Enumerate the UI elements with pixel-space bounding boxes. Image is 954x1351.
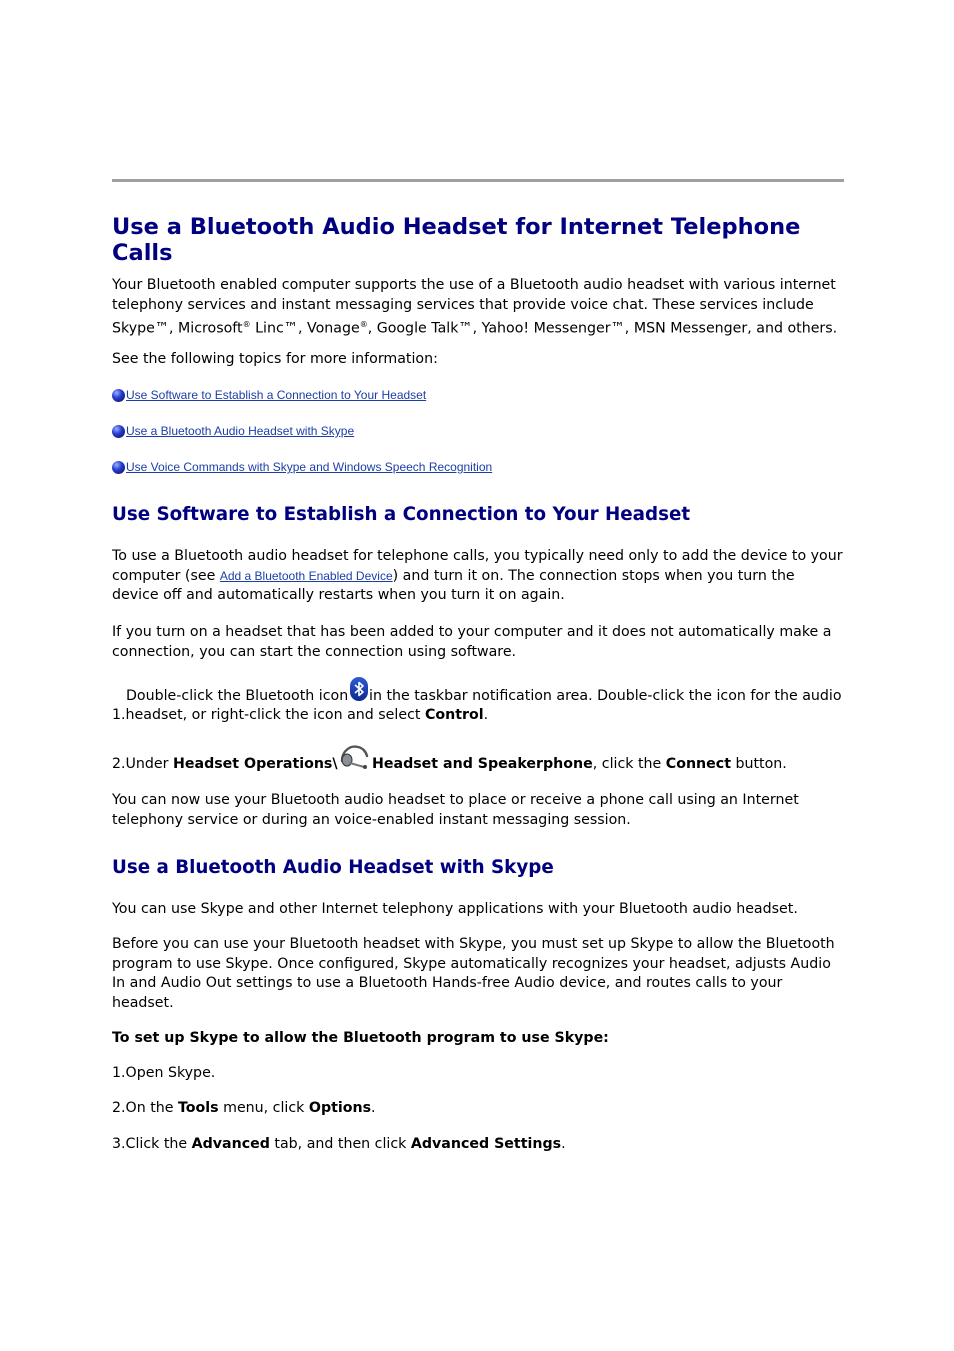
section2-paragraph-1: You can use Skype and other Internet telephony applications with your Bluetooth audio headset.	[112, 901, 798, 917]
toc-item[interactable]	[112, 422, 354, 440]
intro-paragraph	[112, 276, 844, 340]
section2-paragraph-2: Before you can use your Bluetooth headset with Skype, you must set up Skype to allow the Bluetooth program to use Skype. Once configured, Skype automatically recognizes your headset, adjusts Audio In and Audio Out settings to use a Bluetooth Hands-free Audio device, and routes calls to your headset.	[112, 936, 835, 1012]
section1-paragraph-2: If you turn on a headset that has been added to your computer and it does not automatically make a connection, you can start the connection using software.	[112, 624, 832, 660]
toc-link-skype[interactable]: Use a Bluetooth Audio Headset with Skype	[126, 424, 355, 438]
registered-mark: ®	[242, 320, 251, 330]
intro-line: Skype™, Microsoft® Linc™, Vonage®, Google Talk™, Yahoo! Messenger™, MSN Messenger, and others.	[112, 320, 838, 338]
toc-item[interactable]	[112, 458, 492, 476]
setup-step-1: 1.Open Skype.	[112, 1065, 216, 1081]
toc-item[interactable]	[112, 386, 426, 404]
link-add-device[interactable]: Add a Bluetooth Enabled Device	[219, 568, 393, 583]
setup-step-2: 2.On the Tools menu, click Options.	[112, 1100, 376, 1116]
headset-icon	[338, 743, 370, 771]
bullet-icon	[112, 389, 125, 402]
setup-heading: To set up Skype to allow the Bluetooth program to use Skype:	[112, 1030, 609, 1046]
section-heading-skype: Use a Bluetooth Audio Headset with Skype	[112, 857, 554, 878]
step-1-line-1-cont: in the taskbar notification area. Double-click the icon for the audio	[369, 688, 842, 704]
registered-mark: ®	[359, 320, 368, 330]
bullet-icon	[112, 461, 125, 474]
setup-step-3: 3.Click the Advanced tab, and then click Advanced Settings.	[112, 1136, 566, 1152]
section1-paragraph-1: To use a Bluetooth audio headset for telephone calls, you typically need only to add the device to your computer (see Add a Bluetooth Enabled Device) and turn it on. The connection stops when you turn the device off and automatically restarts when you turn it on again.	[112, 548, 843, 604]
page-title: Use a Bluetooth Audio Headset for Internet Telephone Calls	[112, 214, 801, 266]
toc-link-software-connection[interactable]: Use Software to Establish a Connection to Your Headset	[126, 388, 427, 402]
toc-link-voice-commands[interactable]: Use Voice Commands with Skype and Windows Speech Recognition	[126, 460, 493, 474]
section1-paragraph-3: You can now use your Bluetooth audio headset to place or receive a phone call using an Internet telephony service or during an voice-enabled instant messaging session.	[112, 792, 799, 828]
section-heading-software-connection: Use Software to Establish a Connection to Your Headset	[112, 504, 691, 525]
step-1-line-2: 1.headset, or right-click the icon and select Control.	[112, 707, 489, 723]
step-1-line-1: Double-click the Bluetooth icon	[126, 688, 349, 704]
bullet-icon	[112, 425, 125, 438]
horizontal-rule	[112, 179, 844, 182]
intro-line: telephony services and instant messaging services that provide voice chat. These services include	[112, 296, 814, 313]
step-2-cont: Headset and Speakerphone, click the Connect button.	[372, 756, 787, 772]
intro-line: Your Bluetooth enabled computer supports the use of a Bluetooth audio headset with various internet	[112, 277, 836, 293]
see-topics-text: See the following topics for more information:	[112, 351, 438, 367]
step-2: 2.Under Headset Operations\	[112, 756, 338, 772]
bluetooth-icon	[350, 677, 368, 701]
